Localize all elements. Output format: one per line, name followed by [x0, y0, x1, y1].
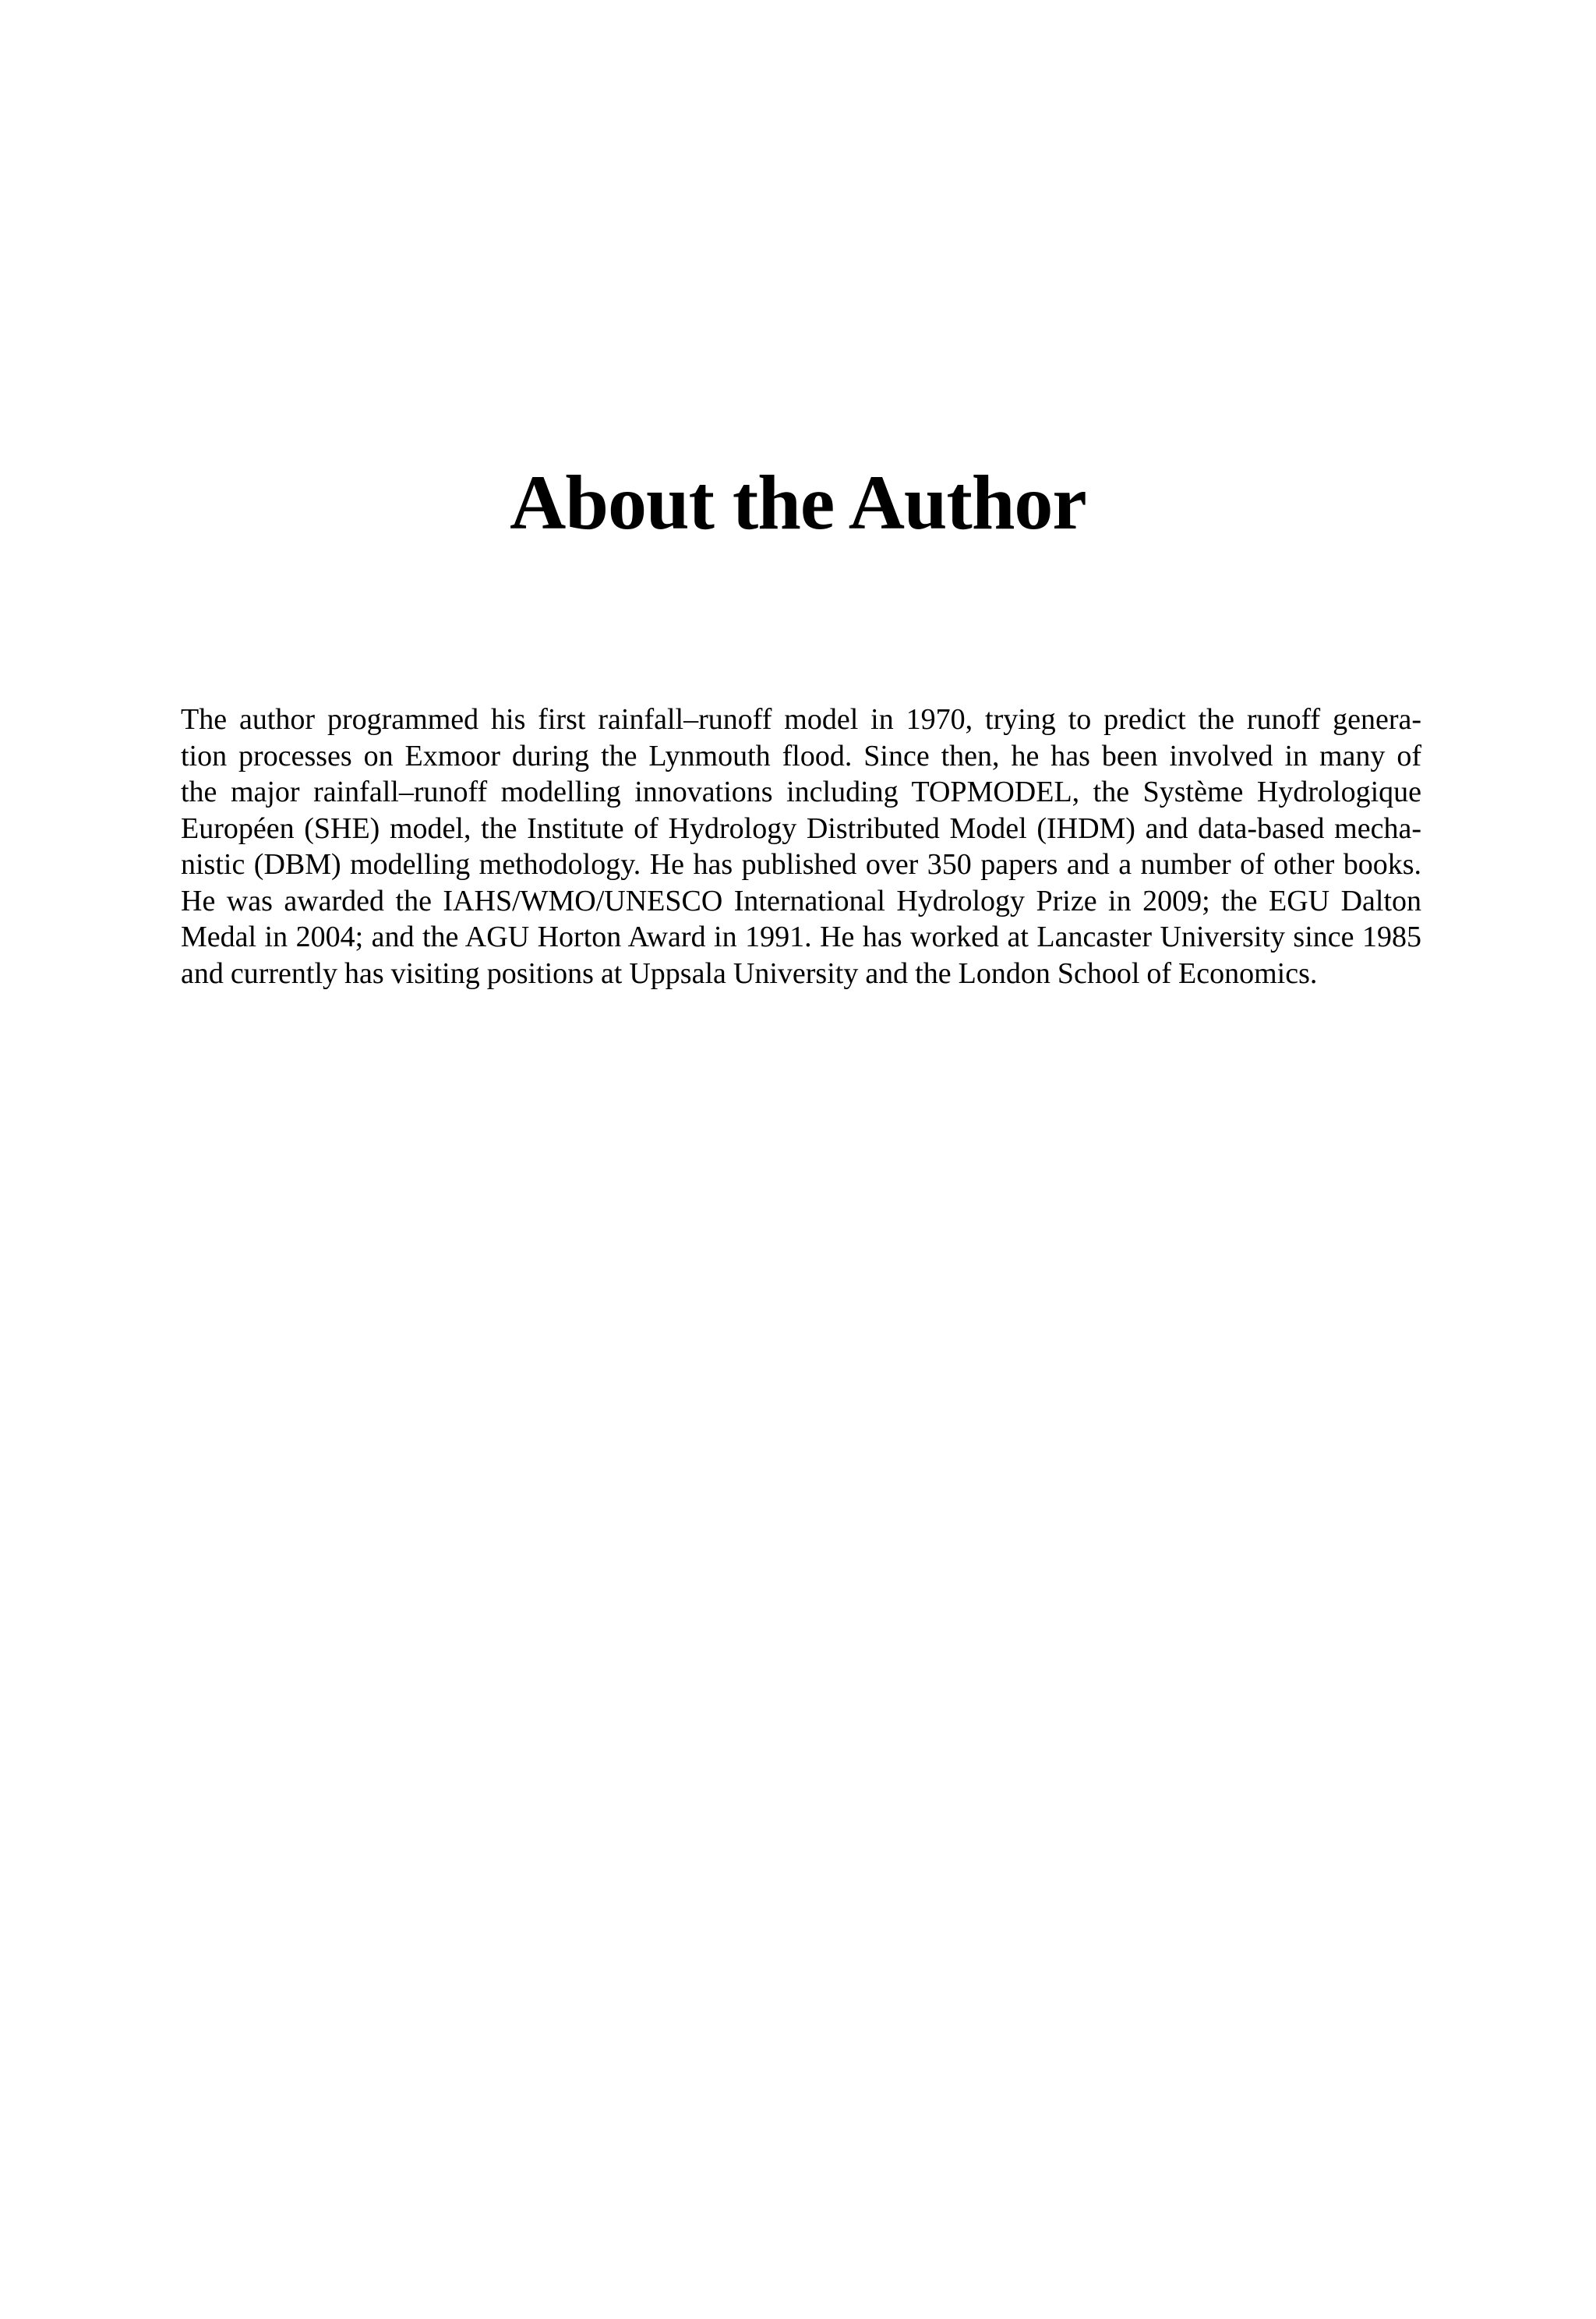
author-biography-paragraph	[181, 702, 1421, 992]
page-title: About the Author	[510, 459, 1086, 546]
paragraph-line: He was awarded the IAHS/WMO/UNESCO International Hydrology Prize in 2009; the EGU Dalton	[181, 884, 1421, 917]
paragraph-line: tion processes on Exmoor during the Lynmouth flood. Since then, he has been involved in many of	[181, 739, 1421, 772]
paragraph-line: The author programmed his first rainfall–runoff model in 1970, trying to predict the runoff genera-	[181, 703, 1421, 736]
paragraph-line: nistic (DBM) modelling methodology. He has published over 350 papers and a number of other books.	[181, 848, 1421, 881]
paragraph-line: and currently has visiting positions at Uppsala University and the London School of Economics.	[181, 956, 1318, 990]
paragraph-line: the major rainfall–runoff modelling innovations including TOPMODEL, the Système Hydrologique	[181, 776, 1421, 808]
paragraph-line: Medal in 2004; and the AGU Horton Award in 1991. He has worked at Lancaster University since 1985	[181, 921, 1421, 953]
paragraph-line: Européen (SHE) model, the Institute of Hydrology Distributed Model (IHDM) and data-based mecha-	[181, 811, 1421, 845]
